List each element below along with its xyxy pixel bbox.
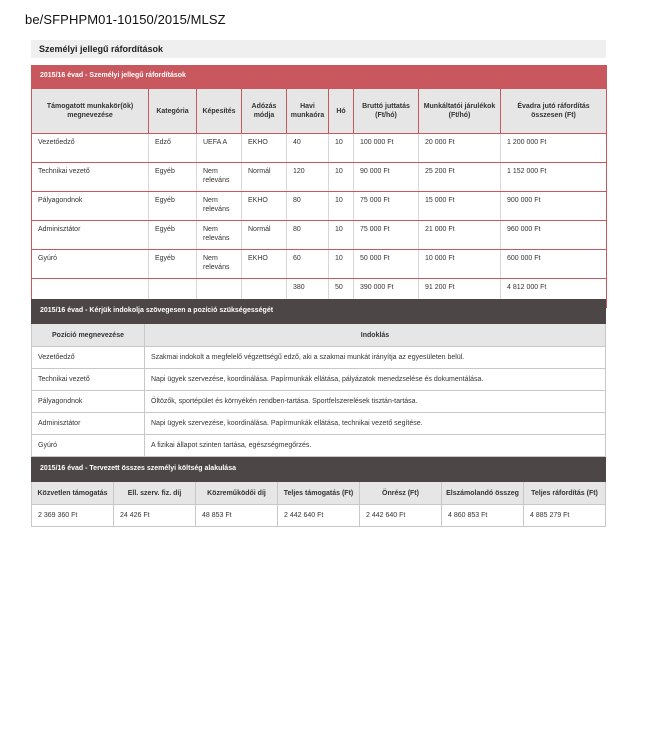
table-cell: Vezetőedző (32, 134, 149, 163)
personnel-table (31, 65, 607, 308)
table-cell: Napi ügyek szervezése, koordinálása. Papírmunkák ellátása, pályázatok menedzselése és dokumentálása. (145, 369, 606, 391)
summary-table-header (32, 482, 606, 505)
table-cell: A fizikai állapot szinten tartása, egészségmegőrzés. (145, 435, 606, 457)
summary-cell: 48 853 Ft (196, 505, 278, 527)
table-cell: 10 000 Ft (419, 250, 501, 279)
table-cell: Egyéb (149, 250, 197, 279)
table-cell: 960 000 Ft (501, 221, 607, 250)
table-cell: Nem releváns (197, 192, 242, 221)
table-cell: 1 200 000 Ft (501, 134, 607, 163)
column-header: Bruttó juttatás (Ft/hó) (354, 89, 419, 134)
summary-cell: 2 369 360 Ft (32, 505, 114, 527)
summary-table (31, 457, 606, 527)
table-cell: Normál (242, 221, 287, 250)
table-cell: Nem releváns (197, 250, 242, 279)
column-header: Közreműködői díj (196, 482, 278, 505)
total-cell: 91 200 Ft (419, 279, 501, 308)
table-cell: 80 (287, 192, 329, 221)
table-cell: Adminisztátor (32, 221, 149, 250)
summary-section (31, 457, 606, 527)
personnel-table-body (32, 134, 607, 308)
justification-table-title: 2015/16 évad - Kérjük indokolja szövegesen a pozíció szükségességét (32, 300, 606, 324)
column-header: Teljes támogatás (Ft) (278, 482, 360, 505)
personnel-table-title: 2015/16 évad - Személyi jellegű ráfordítások (32, 66, 607, 89)
column-header: Havi munkaóra (287, 89, 329, 134)
summary-cell: 4 860 853 Ft (442, 505, 524, 527)
column-header: Képesítés (197, 89, 242, 134)
section-title: Személyi jellegű ráfordítások (31, 40, 606, 58)
personnel-table-header (32, 89, 607, 134)
column-header: Ell. szerv. fiz. díj (114, 482, 196, 505)
table-cell: EKHO (242, 134, 287, 163)
table-row (32, 391, 606, 413)
table-cell: Pályagondnok (32, 391, 145, 413)
table-cell: 600 000 Ft (501, 250, 607, 279)
table-cell: Napi ügyek szervezése, koordinálása. Papírmunkák ellátása, technikai vezető segítése. (145, 413, 606, 435)
total-cell: 390 000 Ft (354, 279, 419, 308)
column-header: Támogatott munkakör(ök) megnevezése (32, 89, 149, 134)
column-header: Indoklás (145, 324, 606, 347)
table-row (32, 192, 607, 221)
table-cell: 75 000 Ft (354, 192, 419, 221)
table-cell: Egyéb (149, 221, 197, 250)
table-cell: Gyúró (32, 435, 145, 457)
summary-cell: 2 442 640 Ft (360, 505, 442, 527)
table-cell: Nem releváns (197, 221, 242, 250)
table-cell: 10 (329, 134, 354, 163)
justification-section (31, 299, 606, 457)
table-cell: Egyéb (149, 192, 197, 221)
document-reference: be/SFPHPM01-10150/2015/MLSZ (25, 12, 226, 27)
summary-cell: 24 426 Ft (114, 505, 196, 527)
justification-table-body (32, 347, 606, 457)
table-cell: 90 000 Ft (354, 163, 419, 192)
table-cell: 60 (287, 250, 329, 279)
table-cell: UEFA A (197, 134, 242, 163)
column-header: Önrész (Ft) (360, 482, 442, 505)
table-row (32, 163, 607, 192)
column-header: Elszámolandó összeg (442, 482, 524, 505)
personnel-section (31, 40, 606, 308)
summary-cell: 4 885 279 Ft (524, 505, 606, 527)
column-header: Munkáltatói járulékok (Ft/hó) (419, 89, 501, 134)
table-cell: EKHO (242, 192, 287, 221)
table-cell: Öltözők, sportépület és környékén rendben-tartása. Sportfelszerelések tisztán-tartása. (145, 391, 606, 413)
table-cell: 40 (287, 134, 329, 163)
table-cell: 15 000 Ft (419, 192, 501, 221)
column-header: Évadra jutó ráfordítás összesen (Ft) (501, 89, 607, 134)
table-cell: Adminisztátor (32, 413, 145, 435)
table-cell: 20 000 Ft (419, 134, 501, 163)
total-cell: 50 (329, 279, 354, 308)
table-cell: 21 000 Ft (419, 221, 501, 250)
summary-table-title: 2015/16 évad - Tervezett összes személyi költség alakulása (32, 458, 606, 482)
column-header: Kategória (149, 89, 197, 134)
column-header: Közvetlen támogatás (32, 482, 114, 505)
table-cell: Technikai vezető (32, 163, 149, 192)
column-header: Teljes ráfordítás (Ft) (524, 482, 606, 505)
table-cell: 10 (329, 192, 354, 221)
table-cell: Normál (242, 163, 287, 192)
total-cell: 4 812 000 Ft (501, 279, 607, 308)
table-cell: EKHO (242, 250, 287, 279)
table-cell: 50 000 Ft (354, 250, 419, 279)
table-cell: 10 (329, 250, 354, 279)
table-cell: Vezetőedző (32, 347, 145, 369)
column-header: Adózás módja (242, 89, 287, 134)
table-row (32, 134, 607, 163)
table-cell: Nem releváns (197, 163, 242, 192)
table-cell: 900 000 Ft (501, 192, 607, 221)
table-row (32, 413, 606, 435)
total-cell: 380 (287, 279, 329, 308)
table-cell: 10 (329, 163, 354, 192)
table-cell: Technikai vezető (32, 369, 145, 391)
column-header: Pozíció megnevezése (32, 324, 145, 347)
table-cell: 100 000 Ft (354, 134, 419, 163)
table-row (32, 221, 607, 250)
summary-cell: 2 442 640 Ft (278, 505, 360, 527)
table-cell: 1 152 000 Ft (501, 163, 607, 192)
table-cell: 10 (329, 221, 354, 250)
justification-table-header (32, 324, 606, 347)
justification-table (31, 299, 606, 457)
column-header: Hó (329, 89, 354, 134)
table-cell: Szakmai indokolt a megfelelő végzettségű edző, aki a szakmai munkát irányítja az egyesületen belül. (145, 347, 606, 369)
table-row (32, 369, 606, 391)
table-row (32, 250, 607, 279)
table-cell: Egyéb (149, 163, 197, 192)
table-row (32, 347, 606, 369)
summary-values-row (32, 505, 606, 527)
table-cell: 120 (287, 163, 329, 192)
table-cell: Pályagondnok (32, 192, 149, 221)
table-cell: Gyúró (32, 250, 149, 279)
table-row (32, 435, 606, 457)
table-cell: Edző (149, 134, 197, 163)
table-cell: 25 200 Ft (419, 163, 501, 192)
table-cell: 75 000 Ft (354, 221, 419, 250)
table-cell: 80 (287, 221, 329, 250)
